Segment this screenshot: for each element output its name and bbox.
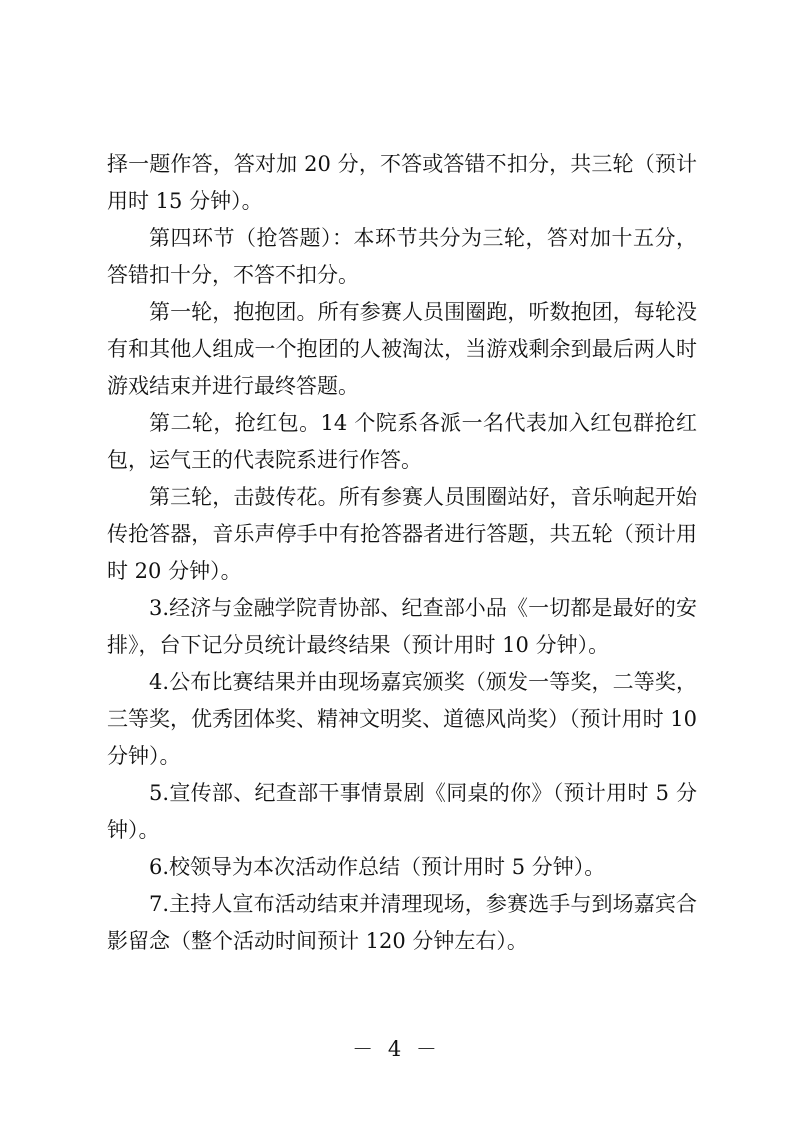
paragraph-item-6: 6.校领导为本次活动作总结（预计用时 5 分钟）。 bbox=[149, 855, 606, 879]
paragraph-item-4: 4.公布比赛结果并由现场嘉宾颁奖（颁发一等奖，二等奖，三等奖，优秀团体奖、精神文明奖、道德风尚奖）（预计用时 10 分钟）。 bbox=[107, 670, 697, 768]
paragraph-third-round: 第三轮，击鼓传花。所有参赛人员围圈站好，音乐响起开始传抢答器，音乐声停手中有抢答器者进行答题，共五轮（预计用时 20 分钟）。 bbox=[107, 485, 697, 583]
paragraph-item-3: 3.经济与金融学院青协部、纪查部小品《一切都是最好的安排》，台下记分员统计最终结果（预计用时 10 分钟）。 bbox=[107, 596, 697, 657]
paragraph-round-four: 第四环节（抢答题）：本环节共分为三轮，答对加十五分，答错扣十分，不答不扣分。 bbox=[107, 226, 697, 287]
page-number: － 4 － bbox=[352, 1037, 441, 1061]
paragraph-item-7: 7.主持人宣布活动结束并清理现场，参赛选手与到场嘉宾合影留念（整个活动时间预计 120 分钟左右）。 bbox=[107, 892, 697, 953]
paragraph-continuation: 择一题作答，答对加 20 分，不答或答错不扣分，共三轮（预计用时 15 分钟）。 bbox=[107, 152, 697, 213]
document-body bbox=[107, 146, 697, 960]
paragraph-item-5: 5.宣传部、纪查部干事情景剧《同桌的你》（预计用时 5 分钟）。 bbox=[107, 781, 697, 842]
paragraph-second-round: 第二轮，抢红包。14 个院系各派一名代表加入红包群抢红包，运气王的代表院系进行作答。 bbox=[107, 411, 697, 472]
paragraph-first-round: 第一轮，抱抱团。所有参赛人员围圈跑，听数抱团，每轮没有和其他人组成一个抱团的人被淘汰，当游戏剩余到最后两人时游戏结束并进行最终答题。 bbox=[107, 300, 697, 398]
